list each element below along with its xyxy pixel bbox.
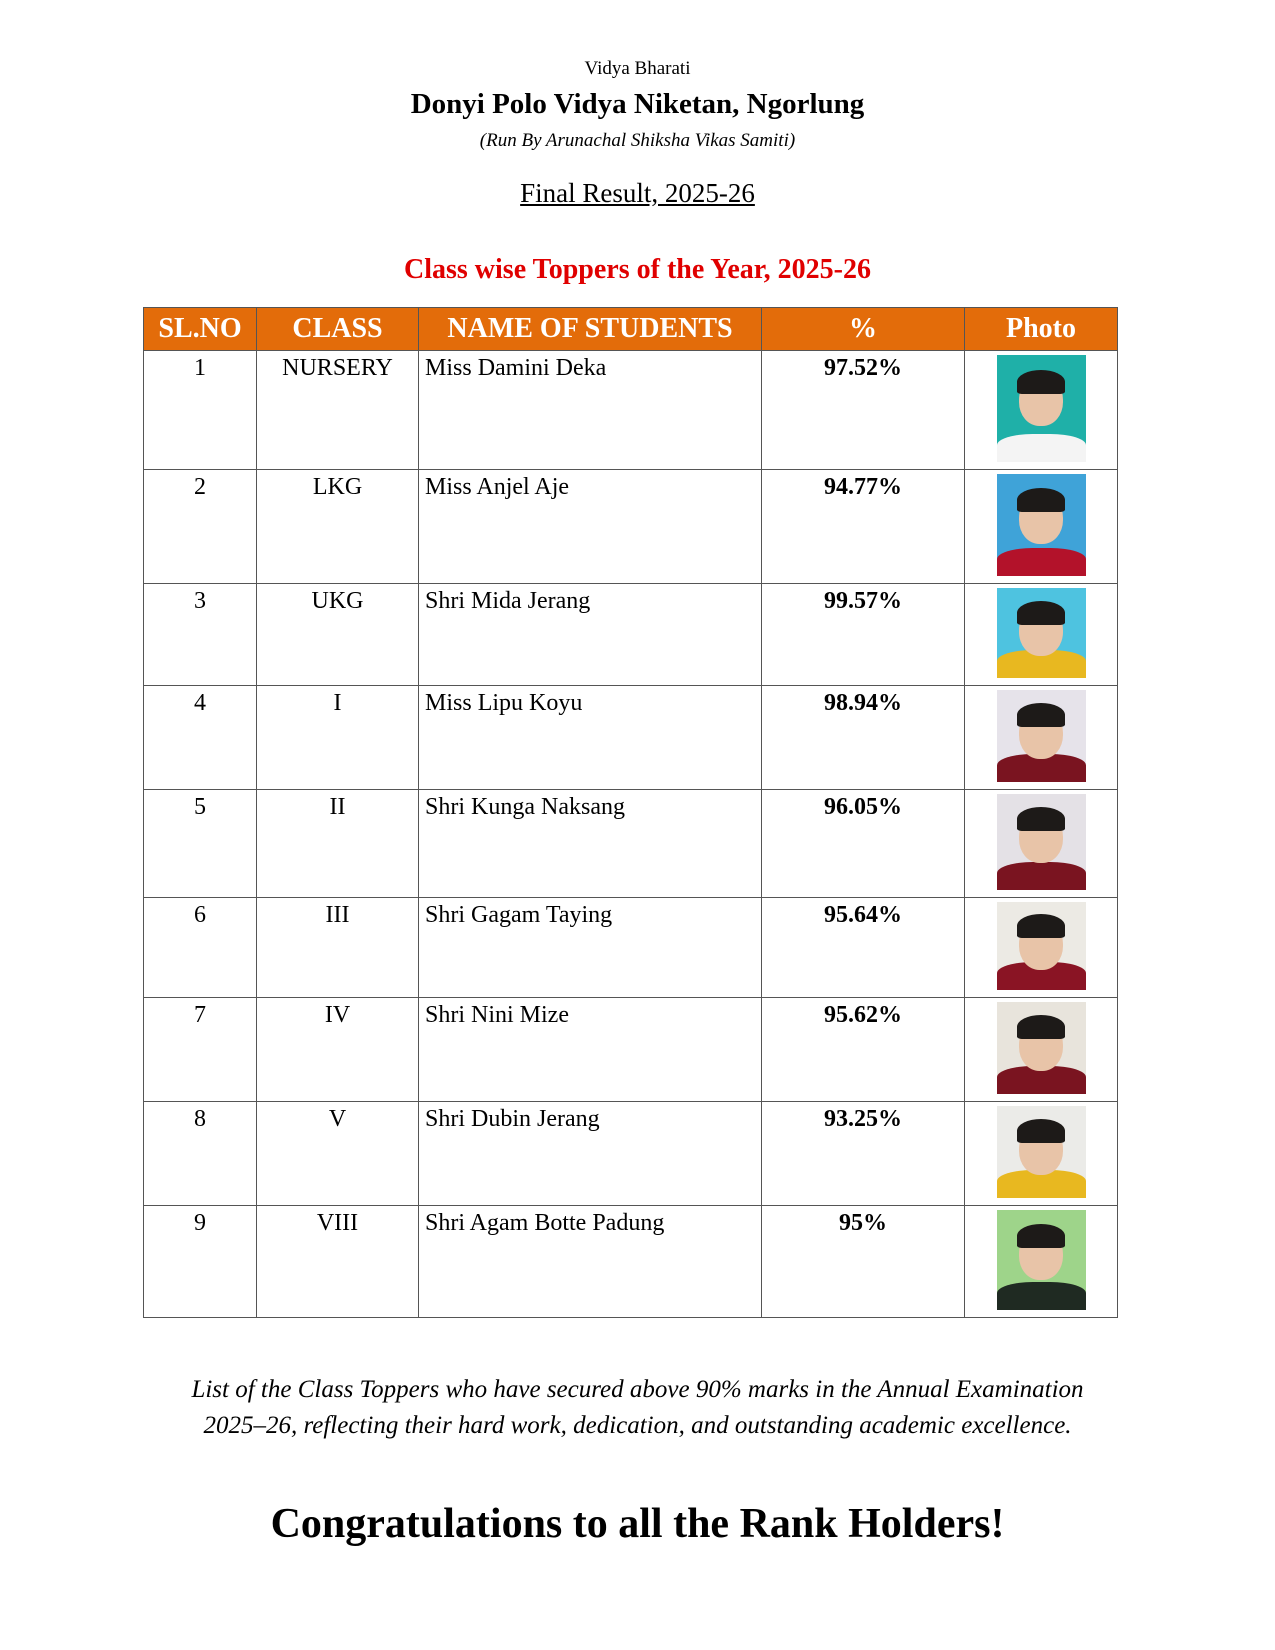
cell-photo <box>965 998 1118 1102</box>
cell-class: NURSERY <box>257 351 419 470</box>
photo-hair <box>1017 703 1065 727</box>
table-row <box>144 998 1118 1102</box>
cell-student-name: Shri Agam Botte Padung <box>419 1206 762 1318</box>
cell-student-name: Miss Anjel Aje <box>419 470 762 584</box>
col-header-slno: SL.NO <box>144 308 257 351</box>
photo-uniform <box>997 862 1086 890</box>
cell-photo <box>965 790 1118 898</box>
student-photo <box>997 355 1086 462</box>
student-photo <box>997 1002 1086 1094</box>
cell-student-name: Shri Kunga Naksang <box>419 790 762 898</box>
student-photo <box>997 588 1086 678</box>
cell-photo <box>965 898 1118 998</box>
photo-uniform <box>997 1282 1086 1310</box>
student-photo <box>997 794 1086 890</box>
photo-uniform <box>997 434 1086 462</box>
cell-student-name: Miss Lipu Koyu <box>419 686 762 790</box>
cell-slno: 9 <box>144 1206 257 1318</box>
cell-slno: 4 <box>144 686 257 790</box>
cell-percentage: 94.77% <box>762 470 965 584</box>
congratulations-text: Congratulations to all the Rank Holders! <box>270 1501 1005 1547</box>
cell-slno: 3 <box>144 584 257 686</box>
table-row <box>144 1206 1118 1318</box>
cell-percentage: 95.64% <box>762 898 965 998</box>
cell-class: III <box>257 898 419 998</box>
cell-photo <box>965 1102 1118 1206</box>
cell-percentage: 98.94% <box>762 686 965 790</box>
table-row <box>144 584 1118 686</box>
cell-percentage: 95% <box>762 1206 965 1318</box>
toppers-table <box>143 307 1118 1318</box>
table-header-row <box>144 308 1118 351</box>
cell-slno: 2 <box>144 470 257 584</box>
col-header-name: NAME OF STUDENTS <box>419 308 762 351</box>
cell-class: IV <box>257 998 419 1102</box>
photo-hair <box>1017 1119 1065 1143</box>
table-row <box>144 470 1118 584</box>
photo-hair <box>1017 1224 1065 1248</box>
col-header-class: CLASS <box>257 308 419 351</box>
cell-photo <box>965 584 1118 686</box>
photo-hair <box>1017 601 1065 625</box>
cell-slno: 1 <box>144 351 257 470</box>
cell-class: VIII <box>257 1206 419 1318</box>
col-header-photo: Photo <box>965 308 1118 351</box>
cell-student-name: Shri Gagam Taying <box>419 898 762 998</box>
cell-class: V <box>257 1102 419 1206</box>
org-name: Vidya Bharati <box>584 58 691 79</box>
col-header-percent: % <box>762 308 965 351</box>
cell-student-name: Shri Mida Jerang <box>419 584 762 686</box>
student-photo <box>997 902 1086 990</box>
cell-photo <box>965 1206 1118 1318</box>
final-result-heading <box>0 178 1275 209</box>
description-text: List of the Class Toppers who have secured above 90% marks in the Annual Examination 2025–26, reflecting their hard work, dedication, and outstanding academic excellence. <box>191 1376 1084 1439</box>
table-row <box>144 686 1118 790</box>
cell-percentage: 96.05% <box>762 790 965 898</box>
school-name: Donyi Polo Vidya Niketan, Ngorlung <box>410 88 865 120</box>
student-photo <box>997 690 1086 782</box>
photo-hair <box>1017 488 1065 512</box>
cell-percentage: 93.25% <box>762 1102 965 1206</box>
table-row <box>144 790 1118 898</box>
photo-hair <box>1017 1015 1065 1039</box>
cell-class: II <box>257 790 419 898</box>
cell-class: LKG <box>257 470 419 584</box>
cell-percentage: 99.57% <box>762 584 965 686</box>
toppers-title: Class wise Toppers of the Year, 2025-26 <box>404 254 871 285</box>
cell-class: I <box>257 686 419 790</box>
cell-photo <box>965 686 1118 790</box>
cell-percentage: 95.62% <box>762 998 965 1102</box>
cell-student-name: Miss Damini Deka <box>419 351 762 470</box>
cell-slno: 7 <box>144 998 257 1102</box>
cell-photo <box>965 470 1118 584</box>
photo-hair <box>1017 370 1065 394</box>
cell-student-name: Shri Nini Mize <box>419 998 762 1102</box>
cell-slno: 8 <box>144 1102 257 1206</box>
table-row <box>144 351 1118 470</box>
table-row <box>144 1102 1118 1206</box>
cell-class: UKG <box>257 584 419 686</box>
student-photo <box>997 474 1086 576</box>
cell-slno: 5 <box>144 790 257 898</box>
cell-photo <box>965 351 1118 470</box>
student-photo <box>997 1210 1086 1310</box>
photo-uniform <box>997 548 1086 576</box>
cell-slno: 6 <box>144 898 257 998</box>
photo-hair <box>1017 914 1065 938</box>
cell-percentage: 97.52% <box>762 351 965 470</box>
student-photo <box>997 1106 1086 1198</box>
table-row <box>144 898 1118 998</box>
cell-student-name: Shri Dubin Jerang <box>419 1102 762 1206</box>
run-by-text: (Run By Arunachal Shiksha Vikas Samiti) <box>479 130 796 151</box>
photo-hair <box>1017 807 1065 831</box>
final-result-label: Final Result, 2025-26 <box>520 178 755 208</box>
